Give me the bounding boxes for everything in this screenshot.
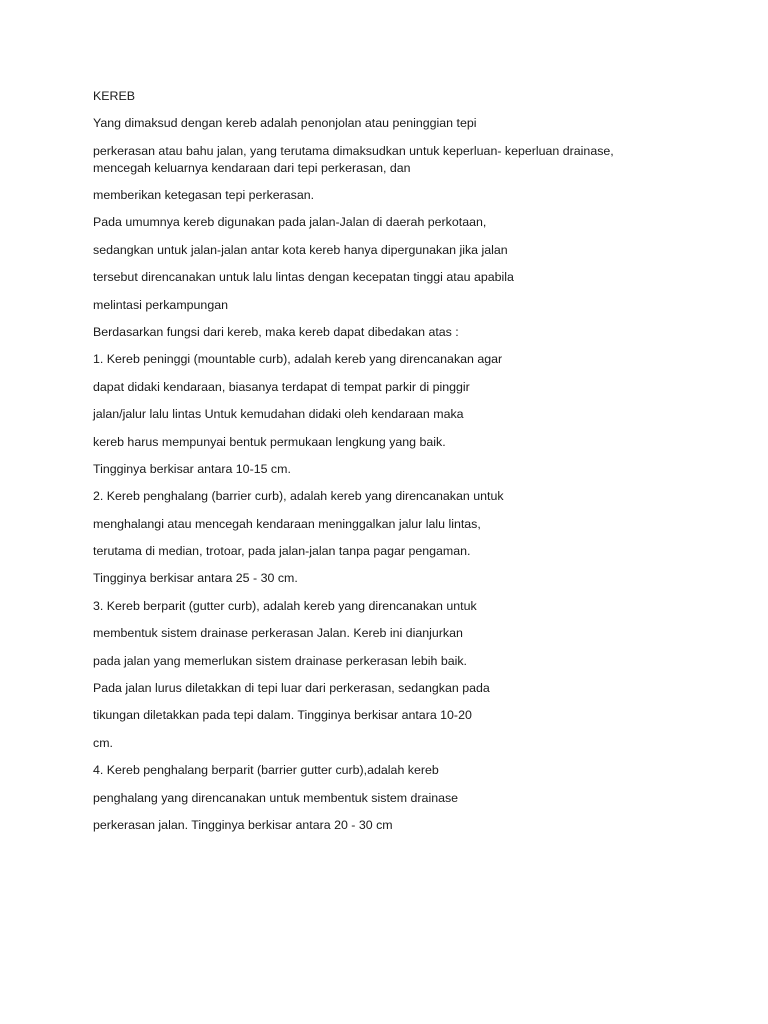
text-line: perkerasan jalan. Tingginya berkisar antara 20 - 30 cm [93, 818, 393, 832]
text-line: Berdasarkan fungsi dari kereb, maka kereb dapat dibedakan atas : [93, 325, 459, 339]
text-line: 1. Kereb peninggi (mountable curb), adalah kereb yang direncanakan agar [93, 352, 503, 366]
text-line: memberikan ketegasan tepi perkerasan. [93, 188, 315, 202]
document-title: KEREB [93, 89, 136, 103]
text-line: dapat didaki kendaraan, biasanya terdapat di tempat parkir di pinggir [93, 380, 470, 394]
text-line: mencegah keluarnya kendaraan dari tepi perkerasan, dan [93, 161, 411, 175]
text-line: menghalangi atau mencegah kendaraan meninggalkan jalur lalu lintas, [93, 517, 481, 531]
text-line: Yang dimaksud dengan kereb adalah penonjolan atau peninggian tepi [93, 116, 477, 130]
text-line: cm. [93, 736, 113, 750]
text-line: tersebut direncanakan untuk lalu lintas dengan kecepatan tinggi atau apabila [93, 270, 514, 284]
text-line: membentuk sistem drainase perkerasan Jalan. Kereb ini dianjurkan [93, 626, 463, 640]
text-line: tikungan diletakkan pada tepi dalam. Tingginya berkisar antara 10-20 [93, 708, 472, 722]
text-line: perkerasan atau bahu jalan, yang terutama dimaksudkan untuk keperluan- keperluan drainase, [93, 144, 614, 158]
text-line: melintasi perkampungan [93, 298, 228, 312]
text-line: terutama di median, trotoar, pada jalan-jalan tanpa pagar pengaman. [93, 544, 471, 558]
text-line: Pada umumnya kereb digunakan pada jalan-Jalan di daerah perkotaan, [93, 215, 487, 229]
text-line: Pada jalan lurus diletakkan di tepi luar dari perkerasan, sedangkan pada [93, 681, 490, 695]
text-line: jalan/jalur lalu lintas Untuk kemudahan didaki oleh kendaraan maka [93, 407, 464, 421]
text-line: penghalang yang direncanakan untuk membentuk sistem drainase [93, 791, 459, 805]
text-line: 3. Kereb berparit (gutter curb), adalah kereb yang direncanakan untuk [93, 599, 477, 613]
text-line: 4. Kereb penghalang berparit (barrier gutter curb),adalah kereb [93, 763, 439, 777]
text-line: pada jalan yang memerlukan sistem drainase perkerasan lebih baik. [93, 654, 467, 668]
text-line: 2. Kereb penghalang (barrier curb), adalah kereb yang direncanakan untuk [93, 489, 504, 503]
text-line: Tingginya berkisar antara 25 - 30 cm. [93, 571, 298, 585]
text-line: kereb harus mempunyai bentuk permukaan lengkung yang baik. [93, 435, 446, 449]
text-line: Tingginya berkisar antara 10-15 cm. [93, 462, 291, 476]
text-line: sedangkan untuk jalan-jalan antar kota kereb hanya dipergunakan jika jalan [93, 243, 508, 257]
